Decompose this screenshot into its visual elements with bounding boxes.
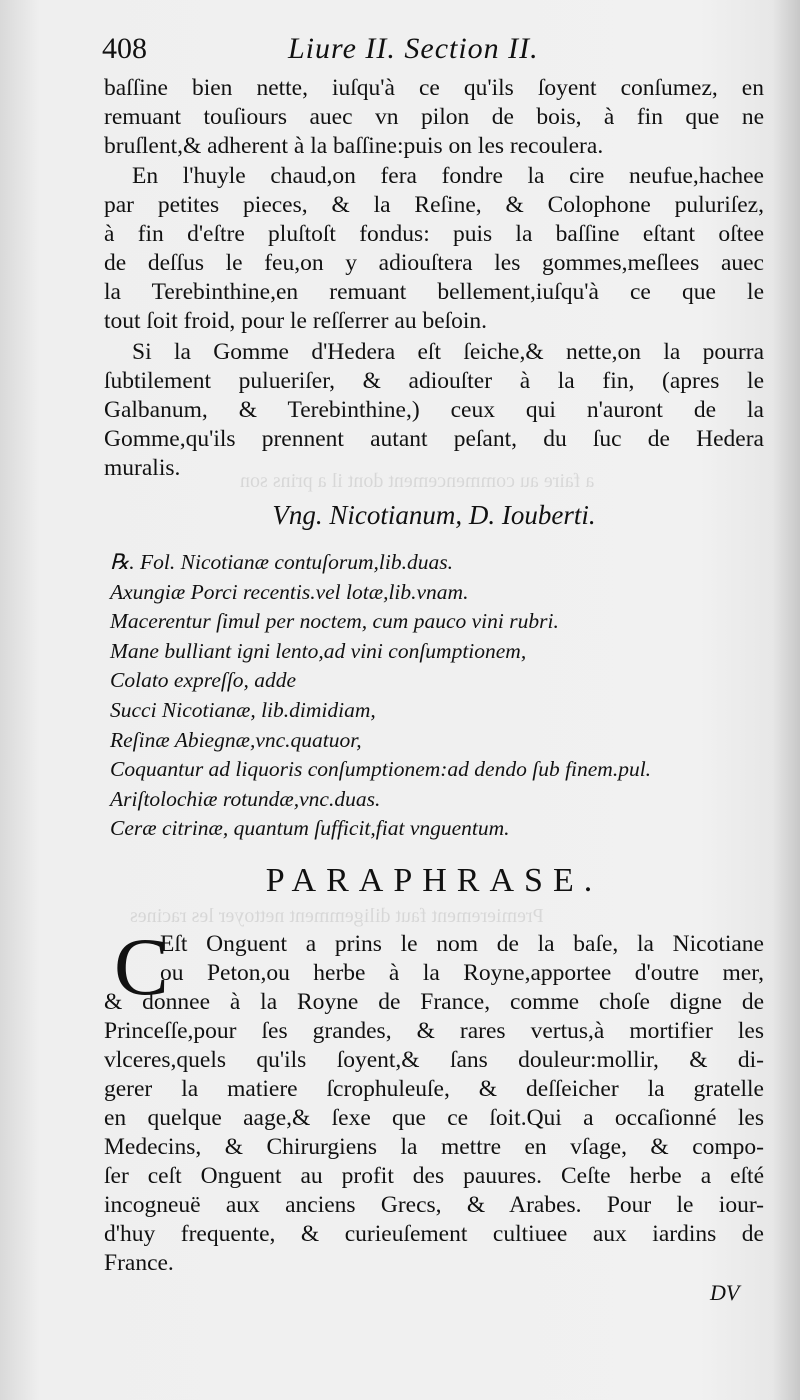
text-line: en quelque aage,& ſexe que ce ſoit.Qui a occaſionné les	[104, 1105, 764, 1131]
show-through-text: a faire au commencement dont il a prins son	[240, 470, 595, 492]
recipe-line: Coquantur ad liquoris conſumptionem:ad dendo ſub finem.pul.	[110, 757, 652, 782]
recipe-line: Axungiæ Porci recentis.vel lotæ,lib.vnam.	[110, 579, 469, 604]
text-line: Princeſſe,pour ſes grandes, & rares vertus,à mortifier les	[104, 1018, 764, 1044]
text-line: muralis.	[104, 455, 181, 481]
text-line: de deſſus le feu,on y adiouſtera les gommes,meſlees auec	[104, 250, 764, 276]
recipe-line: Ceræ citrinæ, quantum ſufficit,fiat vnguentum.	[110, 816, 510, 841]
recipe-title: Vng. Nicotianum, D. Iouberti.	[272, 500, 596, 530]
drop-cap: C	[114, 921, 169, 1012]
text-line: la Terebinthine,en remuant bellement,iuſqu'à ce que le	[104, 279, 764, 305]
text-line: Eſt Onguent a prins le nom de la baſe, la Nicotiane	[160, 931, 764, 957]
recipe-line: Colato expreſſo, adde	[110, 668, 297, 693]
paragraph-1	[104, 74, 764, 161]
recipe-line: Ariſtolochiæ rotundæ,vnc.duas.	[110, 786, 381, 811]
paraphrase-intro	[104, 930, 764, 1046]
paraphrase-body	[104, 1046, 764, 1278]
running-head: Liure II. Section II.	[288, 32, 539, 65]
text-line: tout ſoit froid, pour le reſſerrer au beſoin.	[104, 308, 488, 334]
text-line: incogneuë aux anciens Grecs, & Arabes. Pour le iour-	[104, 1192, 764, 1218]
text-line: Gomme,qu'ils prennent autant peſant, du ſuc de Hedera	[104, 426, 764, 452]
text-line: ſer ceſt Onguent au profit des pauures. Ceſte herbe a eſté	[104, 1163, 764, 1189]
text-line: ou Peton,ou herbe à la Royne,apportee d'outre mer,	[160, 960, 764, 986]
section-title: PARAPHRASE.	[265, 862, 603, 899]
text-line: Si la Gomme d'Hedera eſt ſeiche,& nette,on la pourra	[132, 339, 764, 365]
text-line: France.	[104, 1250, 174, 1276]
text-line: En l'huyle chaud,on fera fondre la cire neufue,hachee	[132, 163, 764, 189]
text-line: Galbanum, & Terebinthine,) ceux qui n'auront de la	[104, 397, 764, 423]
page-number: 408	[102, 32, 147, 65]
recipe-line: Macerentur ſimul per noctem, cum pauco vini rubri.	[110, 609, 559, 634]
text-line: à fin d'eſtre pluſtoſt fondus: puis la baſſine eſtant oſtee	[104, 221, 764, 247]
recipe-list	[110, 548, 770, 844]
text-line: baſſine bien nette, iuſqu'à ce qu'ils ſoyent conſumez, en	[104, 75, 764, 101]
show-through-text: Premierement faut diligemment nettoyer les racines	[130, 905, 544, 927]
page-header	[102, 32, 760, 76]
text-line: ſubtilement pulueriſer, & adiouſter à la fin, (apres le	[104, 368, 764, 394]
text-line: remuant touſiours auec vn pilon de bois, à fin que ne	[104, 104, 764, 130]
recipe-line: Mane bulliant igni lento,ad vini conſumptionem,	[110, 638, 527, 663]
recipe-line: ℞. Fol. Nicotianæ contuſorum,lib.duas.	[110, 550, 453, 574]
page-edge-shadow	[772, 0, 800, 1400]
recipe-line: Reſinæ Abiegnæ,vnc.quatuor,	[110, 727, 362, 752]
paragraph-2	[104, 162, 764, 336]
text-line: gerer la matiere ſcrophuleuſe, & deſſeicher la gratelle	[104, 1076, 764, 1102]
catchword: DV	[710, 1280, 740, 1305]
text-line: vlceres,quels qu'ils ſoyent,& ſans douleur:mollir, & di-	[104, 1047, 764, 1073]
text-line: Medecins, & Chirurgiens la mettre en vſage, & compo-	[104, 1134, 764, 1160]
text-line: & donnee à la Royne de France, comme choſe digne de	[104, 989, 764, 1015]
text-line: bruſlent,& adherent à la baſſine:puis on les recoulera.	[104, 133, 604, 159]
paragraph-3	[104, 338, 764, 483]
text-line: par petites pieces, & la Reſine, & Colophone puluriſez,	[104, 192, 764, 218]
recipe-line: Succi Nicotianæ, lib.dimidiam,	[110, 697, 376, 722]
text-line: d'huy frequente, & curieuſement cultiuee aux iardins de	[104, 1221, 764, 1247]
